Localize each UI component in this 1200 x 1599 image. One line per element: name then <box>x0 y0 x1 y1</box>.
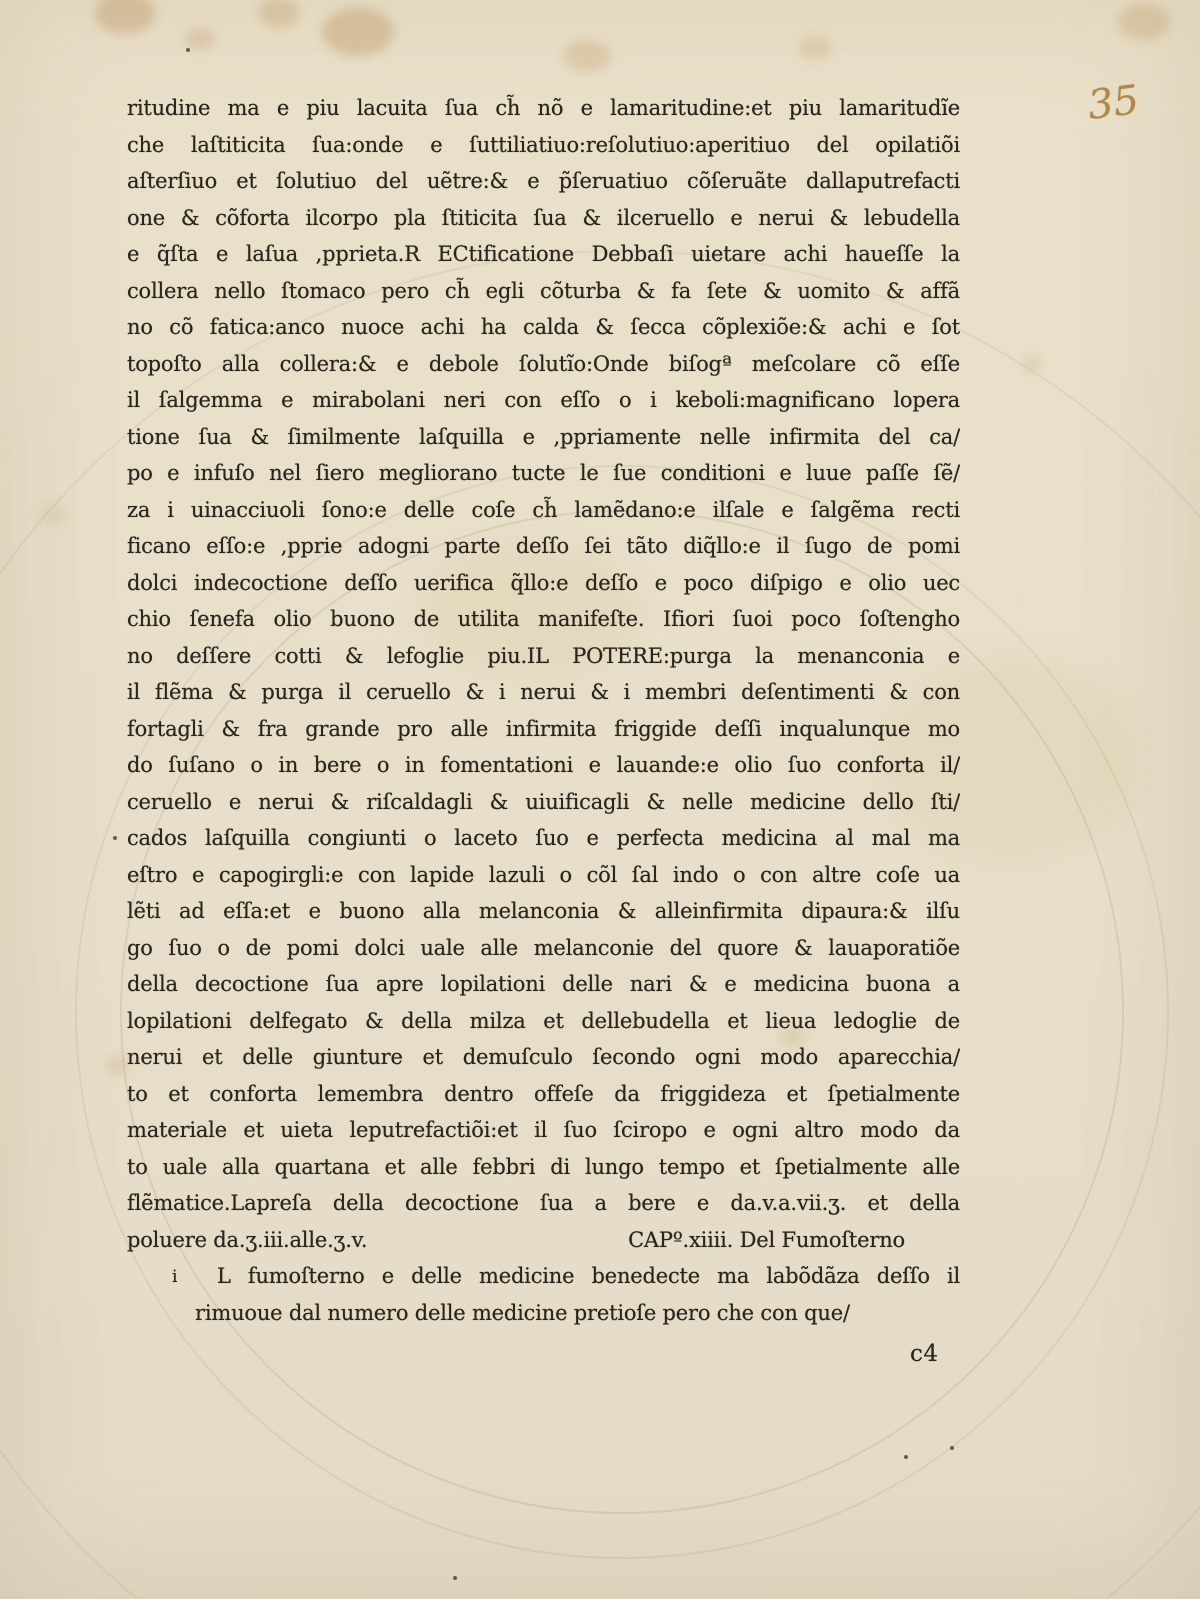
text-line: one & cõforta ilcorpo pla ſtiticita ſua & ilceruello e nerui & lebudella <box>127 205 960 230</box>
ink-speck <box>453 1576 457 1580</box>
text-line: no deſſere cotti & lefoglie piu.IL POTERE:purga la menanconia e <box>127 643 960 668</box>
text-block <box>127 90 960 1331</box>
text-line: il flẽma & purga il ceruello & i nerui & i membri deſentimenti & con <box>127 680 960 704</box>
ink-speck <box>113 836 117 840</box>
foxing-stain <box>185 28 215 50</box>
text-line: no cõ fatica:anco nuoce achi ha calda & ſecca cõplexiõe:& achi e ſot <box>127 315 960 339</box>
initial-guide-letter: i <box>172 1267 178 1287</box>
text-line: za i uinacciuoli ſono:e delle coſe ch̃ lamẽdano:e ilſale e ſalgẽma recti <box>127 497 960 522</box>
text-line: to et conforta lemembra dentro offeſe da friggideza et ſpetialmente <box>127 1081 960 1106</box>
foxing-stain <box>95 0 155 34</box>
text-line: tione ſua & ſimilmente laſquilla e ,ppriamente nelle infirmita del ca/ <box>127 424 960 449</box>
folio-number-handwritten: 35 <box>1085 77 1142 129</box>
chapter-heading: CAPº.xiiii. Del Fumoſterno <box>628 1227 905 1252</box>
text-line: della decoctione ſua apre lopilationi delle nari & e medicina buona a <box>127 972 960 996</box>
text-line: cados laſquilla congiunti o laceto ſuo e perfecta medicina al mal ma <box>127 826 960 850</box>
ink-speck <box>186 48 190 52</box>
foxing-stain <box>38 502 68 526</box>
dose-text: poluere da.ʒ.iii.alle.ʒ.v. <box>127 1227 368 1252</box>
text-line: fortagli & fra grande pro alle infirmita friggide deſſi inqualunque mo <box>127 716 960 741</box>
text-line: eſtro e capogirgli:e con lapide lazuli o cõl ſal indo o con altre coſe ua <box>127 862 960 887</box>
foxing-stain <box>322 8 394 56</box>
text-line: materiale et uieta leputrefactiõi:et il ſuo ſciropo e ogni altro modo da <box>127 1118 960 1142</box>
foxing-stain <box>258 0 300 28</box>
quire-signature: c4 <box>910 1341 939 1367</box>
ink-speck <box>950 1446 954 1450</box>
text-line: nerui et delle giunture et demuſculo ſecondo ogni modo aparecchia/ <box>127 1045 960 1069</box>
text-line: chio ſenefa olio buono de utilita manifeſte. Ifiori ſuoi poco ſoſtengho <box>127 607 960 631</box>
text-line: flẽmatice.Lapreſa della decoctione ſua a bere e da.v.a.vii.ʒ. et della <box>127 1191 960 1215</box>
incipit-first-line <box>127 1258 960 1295</box>
text-line: ritudine ma e piu lacuita ſua ch̃ nõ e lamaritudine:et piu lamaritudĩe <box>127 96 960 120</box>
text-line: dolci indecoctione deſſo uerifica q̃llo:e deſſo e poco diſpigo e olio uec <box>127 570 960 595</box>
text-line: che laſtiticita ſua:onde e ſuttiliatiuo:reſolutiuo:aperitiuo del opilatiõi <box>127 132 960 157</box>
text-line: do ſuſano o in bere o in fomentationi e lauande:e olio ſuo conforta il/ <box>127 753 960 777</box>
text-line: e q̃ſta e laſua ,pprieta.R ECtificatione Debbaſi uietare achi haueſſe la <box>127 242 960 266</box>
text-line: collera nello ſtomaco pero ch̃ egli cõturba & fa ſete & uomito & affã <box>127 278 960 303</box>
ink-speck <box>904 1455 908 1459</box>
incipit-text: L fumoſterno e delle medicine benedecte ma labõdãza deſſo il <box>217 1264 960 1288</box>
text-line: po e infuſo nel ſiero megliorano tucte le ſue conditioni e luue paſſe ſẽ/ <box>127 461 960 485</box>
text-line: go ſuo o de pomi dolci uale alle melanconie del quore & lauaporatiõe <box>127 935 960 960</box>
foxing-stain <box>1118 4 1170 40</box>
text-line: ceruello e nerui & riſcaldagli & uiuificagli & nelle medicine dello ſti/ <box>127 789 960 814</box>
text-line: il ſalgemma e mirabolani neri con eſſo o i keboli:magnificano lopera <box>127 388 960 412</box>
text-line: topoſto alla collera:& e debole ſolutĩo:Onde biſogª meſcolare cõ eſſe <box>127 351 960 376</box>
foxing-stain <box>563 40 611 72</box>
text-line: ficano eſſo:e ,pprie adogni parte deſſo ſei tãto diq̃llo:e il ſugo de pomi <box>127 534 960 558</box>
incipit-second-line: rimuoue dal numero delle medicine pretioſe pero che con que/ <box>195 1300 850 1325</box>
foxing-stain <box>1022 356 1042 372</box>
text-line: aſterſiuo et ſolutiuo del uẽtre:& e p̃ſeruatiuo cõſeruãte dallaputrefacti <box>127 169 960 193</box>
text-line: lopilationi delfegato & della milza et dellebudella et lieua ledoglie de <box>127 1008 960 1033</box>
foxing-stain <box>798 36 832 60</box>
text-line: lẽti ad eſſa:et e buono alla melanconia & alleinfirmita dipaura:& ilſu <box>127 899 960 923</box>
foxing-stain <box>106 1056 128 1074</box>
chapter-heading-line <box>127 1222 960 1259</box>
text-line: to uale alla quartana et alle febbri di lungo tempo et ſpetialmente alle <box>127 1154 960 1179</box>
